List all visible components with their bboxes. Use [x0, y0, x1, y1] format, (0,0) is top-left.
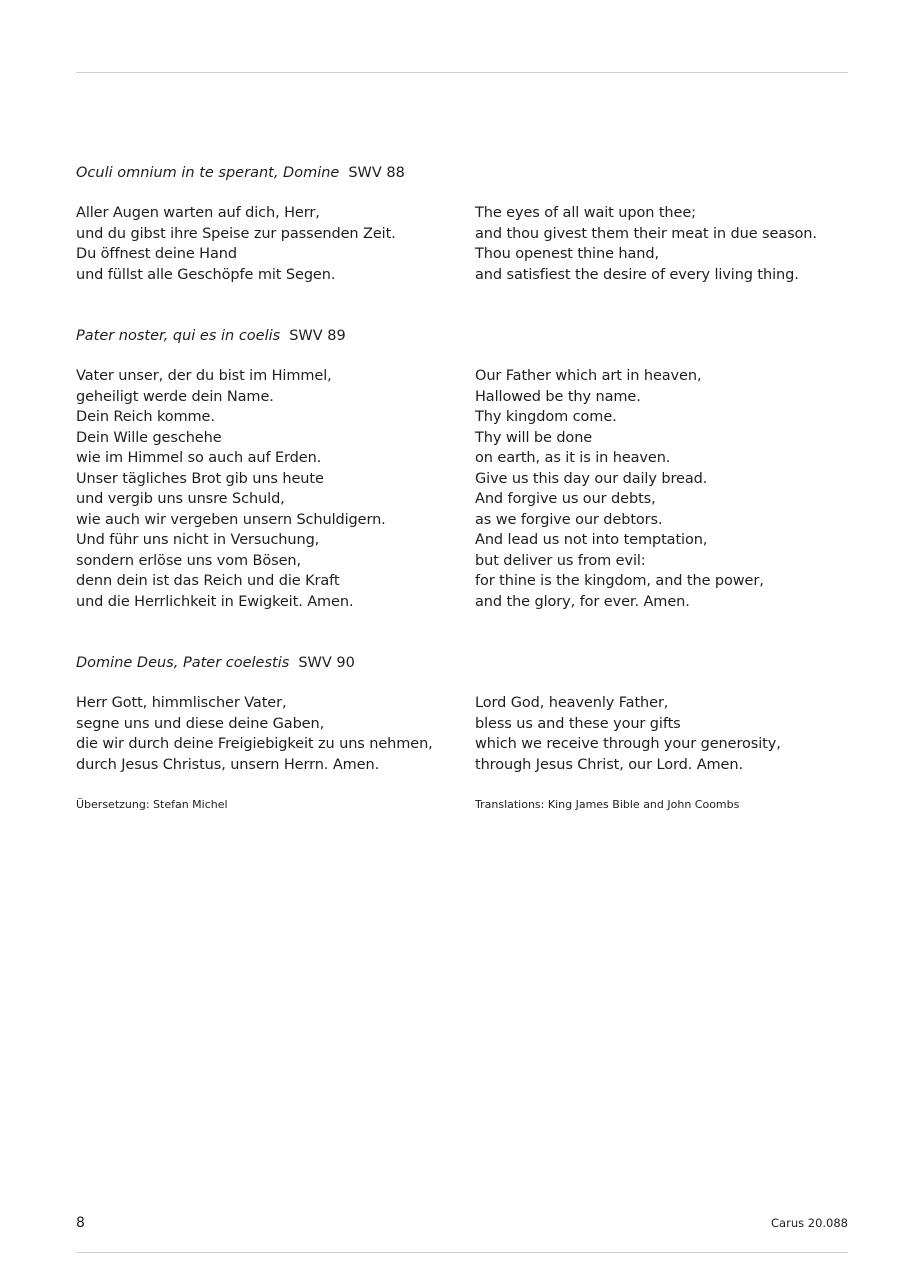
swv-number: SWV 88 — [348, 165, 405, 181]
text-line: Du öffnest deine Hand — [76, 246, 237, 262]
text-line: through Jesus Christ, our Lord. Amen. — [475, 756, 743, 773]
section-title — [76, 163, 848, 183]
german-text — [76, 203, 461, 285]
text-line: wie auch wir vergeben unsern Schuldigern. — [76, 511, 386, 528]
text-line: denn dein ist das Reich und die Kraft — [76, 573, 340, 589]
text-line: Aller Augen warten auf dich, Herr, — [76, 205, 320, 221]
text-line: die wir durch deine Freigiebigkeit zu uns nehmen, — [76, 736, 433, 752]
top-rule — [76, 72, 848, 73]
text-line: Thou openest thine hand, — [475, 246, 659, 262]
text-line: und du gibst ihre Speise zur passenden Zeit. — [76, 225, 396, 242]
bottom-rule — [76, 1252, 848, 1253]
section-title — [76, 653, 848, 673]
text-line: bless us and these your gifts — [475, 715, 681, 732]
text-line: und die Herrlichkeit in Ewigkeit. Amen. — [76, 593, 354, 610]
text-line: wie im Himmel so auch auf Erden. — [76, 450, 322, 466]
text-line: geheiligt werde dein Name. — [76, 388, 274, 405]
german-text — [76, 693, 461, 775]
text-line: and the glory, for ever. Amen. — [475, 593, 690, 610]
text-line: and satisfiest the desire of every living thing. — [475, 266, 799, 283]
text-line: And lead us not into temptation, — [475, 532, 708, 548]
text-line: Hallowed be thy name. — [475, 388, 641, 405]
english-translation-credit: Translations: King James Bible and John Coombs — [475, 798, 740, 811]
text-line: Dein Reich komme. — [76, 409, 215, 425]
text-line: The eyes of all wait upon thee; — [475, 205, 696, 221]
english-text — [475, 693, 860, 775]
text-line: on earth, as it is in heaven. — [475, 450, 671, 466]
german-text — [76, 366, 461, 612]
english-text — [475, 203, 860, 285]
text-line: which we receive through your generosity, — [475, 736, 781, 752]
text-line: und füllst alle Geschöpfe mit Segen. — [76, 266, 336, 283]
text-line: segne uns und diese deine Gaben, — [76, 715, 325, 732]
text-line: und vergib uns unsre Schuld, — [76, 491, 285, 507]
section-title — [76, 326, 848, 346]
text-line: Dein Wille geschehe — [76, 429, 222, 446]
text-line: Herr Gott, himmlischer Vater, — [76, 695, 287, 711]
latin-title: Pater noster, qui es in coelis — [76, 328, 281, 344]
swv-number: SWV 89 — [289, 328, 346, 344]
text-line: Vater unser, der du bist im Himmel, — [76, 368, 332, 384]
text-line: Give us this day our daily bread. — [475, 470, 708, 487]
text-line: as we forgive our debtors. — [475, 511, 663, 528]
latin-title: Oculi omnium in te sperant, Domine — [76, 165, 340, 181]
text-line: but deliver us from evil: — [475, 552, 646, 569]
text-line: Thy kingdom come. — [475, 409, 617, 425]
page-number: 8 — [76, 1215, 85, 1231]
text-line: Unser tägliches Brot gib uns heute — [76, 470, 324, 487]
text-line: Und führ uns nicht in Versuchung, — [76, 532, 320, 548]
german-translation-credit: Übersetzung: Stefan Michel — [76, 798, 228, 811]
text-line: and thou givest them their meat in due season. — [475, 225, 817, 242]
section-swv-90 — [76, 653, 848, 773]
text-line: Lord God, heavenly Father, — [475, 695, 669, 711]
catalog-number: Carus 20.088 — [771, 1216, 848, 1230]
section-swv-88 — [76, 163, 848, 283]
text-line: And forgive us our debts, — [475, 491, 656, 507]
text-line: sondern erlöse uns vom Bösen, — [76, 552, 302, 569]
text-line: Our Father which art in heaven, — [475, 368, 702, 384]
text-line: Thy will be done — [475, 429, 593, 446]
text-line: for thine is the kingdom, and the power, — [475, 573, 764, 589]
section-swv-89 — [76, 326, 848, 610]
latin-title: Domine Deus, Pater coelestis — [76, 655, 290, 671]
english-text — [475, 366, 860, 612]
swv-number: SWV 90 — [298, 655, 355, 671]
text-line: durch Jesus Christus, unsern Herrn. Amen. — [76, 756, 380, 773]
